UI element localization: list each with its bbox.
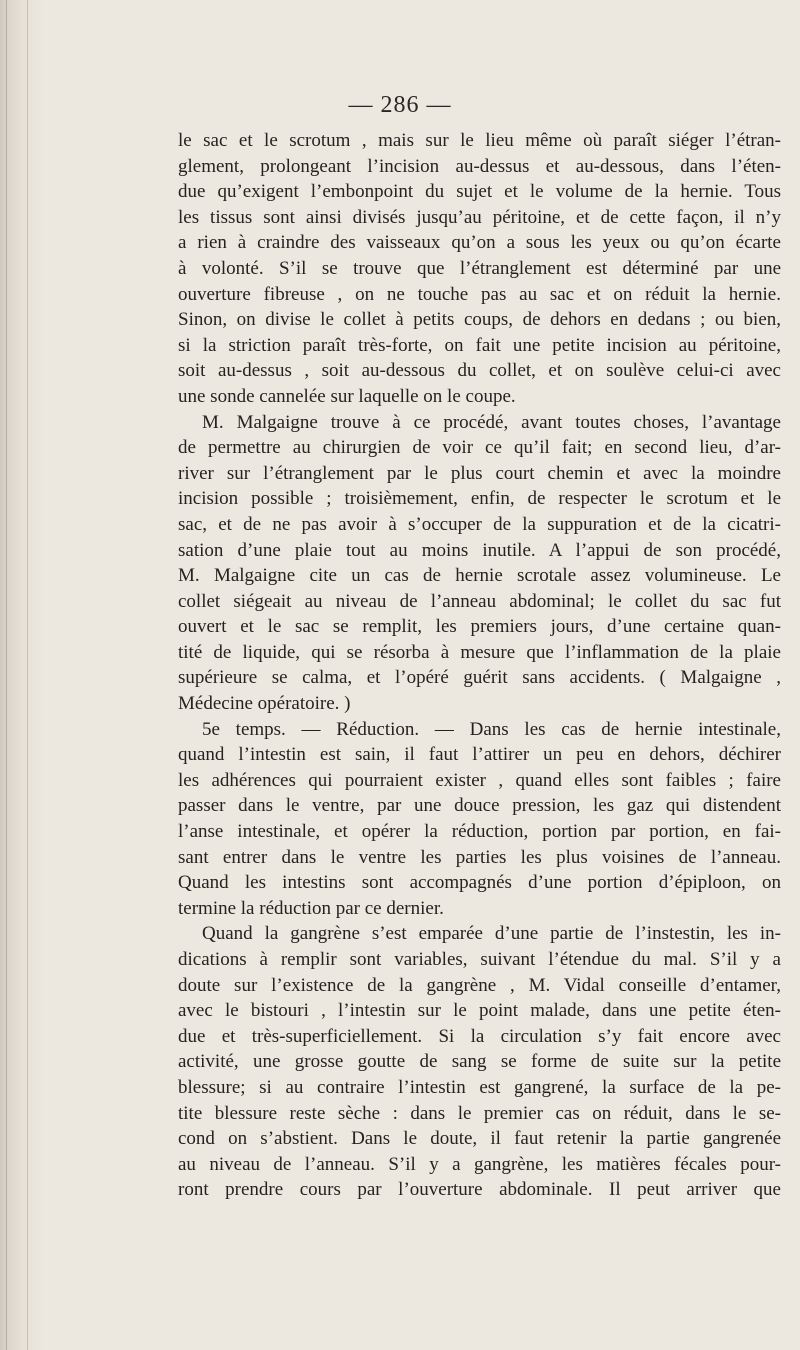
text-line: avec le bistouri , l’intestin sur le point malade, dans une petite éten-: [178, 1000, 781, 1022]
text-line: sant entrer dans le ventre les parties les plus voisines de l’anneau.: [178, 846, 781, 868]
text-line: Sinon, on divise le collet à petits coups, de dehors en dedans ; ou bien,: [178, 309, 781, 331]
text-line: sac, et de ne pas avoir à s’occuper de la suppuration et de la cicatri-: [178, 513, 781, 535]
text-line: Quand les intestins sont accompagnés d’une portion d’épiploon, on: [178, 872, 781, 894]
text-line: supérieure se calma, et l’opéré guérit sans accidents. ( Malgaigne ,: [178, 667, 781, 689]
text-line: tite blessure reste sèche : dans le premier cas on réduit, dans le se-: [178, 1102, 781, 1124]
text-line: de permettre au chirurgien de voir ce qu’il fait; en second lieu, d’ar-: [178, 437, 781, 459]
text-line: doute sur l’existence de la gangrène , M. Vidal conseille d’entamer,: [178, 974, 781, 996]
text-line: ouverture fibreuse , on ne touche pas au sac et on réduit la hernie.: [178, 283, 781, 305]
text-line: incision possible ; troisièmement, enfin, de respecter le scrotum et le: [178, 488, 781, 510]
text-line: termine la réduction par ce dernier.: [178, 897, 444, 919]
text-line: dications à remplir sont variables, suivant l’étendue du mal. S’il y a: [178, 949, 781, 970]
text-line: tité de liquide, qui se résorba à mesure que l’inflammation de la plaie: [178, 641, 781, 663]
page-number: — 286 —: [348, 92, 452, 118]
text-line: blessure; si au contraire l’intestin est gangrené, la surface de la pe-: [178, 1076, 781, 1098]
text-line: M. Malgaigne cite un cas de hernie scrotale assez volumineuse. Le: [178, 565, 781, 587]
binding-line-inner: [27, 0, 28, 1350]
text-line: l’anse intestinale, et opérer la réduction, portion par portion, en fai-: [178, 821, 781, 843]
text-line: si la striction paraît très-forte, on fait une petite incision au péritoine,: [178, 334, 781, 356]
text-line: glement, prolongeant l’incision au-dessus et au-dessous, dans l’éten-: [178, 155, 781, 177]
text-line: due qu’exigent l’embonpoint du sujet et le volume de la hernie. Tous: [178, 181, 781, 203]
text-line: quand l’intestin est sain, il faut l’attirer un peu en dehors, déchirer: [178, 744, 781, 766]
text-line: river sur l’étranglement par le plus court chemin et avec la moindre: [178, 462, 781, 484]
text-line: soit au-dessus , soit au-dessous du collet, et on soulève celui-ci avec: [178, 360, 781, 382]
text-line: au niveau de l’anneau. S’il y a gangrène, les matières fécales pour-: [178, 1153, 781, 1175]
text-line: M. Malgaigne trouve à ce procédé, avant toutes choses, l’avantage: [202, 411, 781, 433]
text-line: les adhérences qui pourraient exister , quand elles sont faibles ; faire: [178, 769, 781, 791]
text-line: passer dans le ventre, par une douce pression, les gaz qui distendent: [178, 795, 781, 817]
text-line: le sac et le scrotum , mais sur le lieu même où paraît siéger l’étran-: [178, 130, 781, 151]
text-line: ront prendre cours par l’ouverture abdominale. Il peut arriver que: [178, 1179, 781, 1201]
text-line: due et très-superficiellement. Si la circulation s’y fait encore avec: [178, 1025, 781, 1047]
body-text: [178, 128, 781, 1203]
text-line: a rien à craindre des vaisseaux qu’on a sous les yeux ou qu’on écarte: [178, 232, 781, 254]
text-line: 5e temps. — Réduction. — Dans les cas de hernie intestinale,: [202, 718, 781, 740]
binding-line: [6, 0, 7, 1350]
text-line: cond on s’abstient. Dans le doute, il faut retenir la partie gangrenée: [178, 1128, 781, 1150]
text-line: Quand la gangrène s’est emparée d’une partie de l’instestin, les in-: [202, 923, 781, 945]
text-line: ouvert et le sac se remplit, les premiers jours, d’une certaine quan-: [178, 616, 781, 638]
text-line: sation d’une plaie tout au moins inutile. A l’appui de son procédé,: [178, 539, 781, 561]
text-line: activité, une grosse goutte de sang se forme de suite sur la petite: [178, 1051, 781, 1073]
text-line: Médecine opératoire. ): [178, 693, 351, 715]
text-line: les tissus sont ainsi divisés jusqu’au péritoine, et de cette façon, il n’y: [178, 206, 781, 228]
text-line: à volonté. S’il se trouve que l’étranglement est déterminé par une: [178, 257, 781, 279]
text-line: une sonde cannelée sur laquelle on le coupe.: [178, 385, 516, 407]
text-line: collet siégeait au niveau de l’anneau abdominal; le collet du sac fut: [178, 590, 781, 612]
